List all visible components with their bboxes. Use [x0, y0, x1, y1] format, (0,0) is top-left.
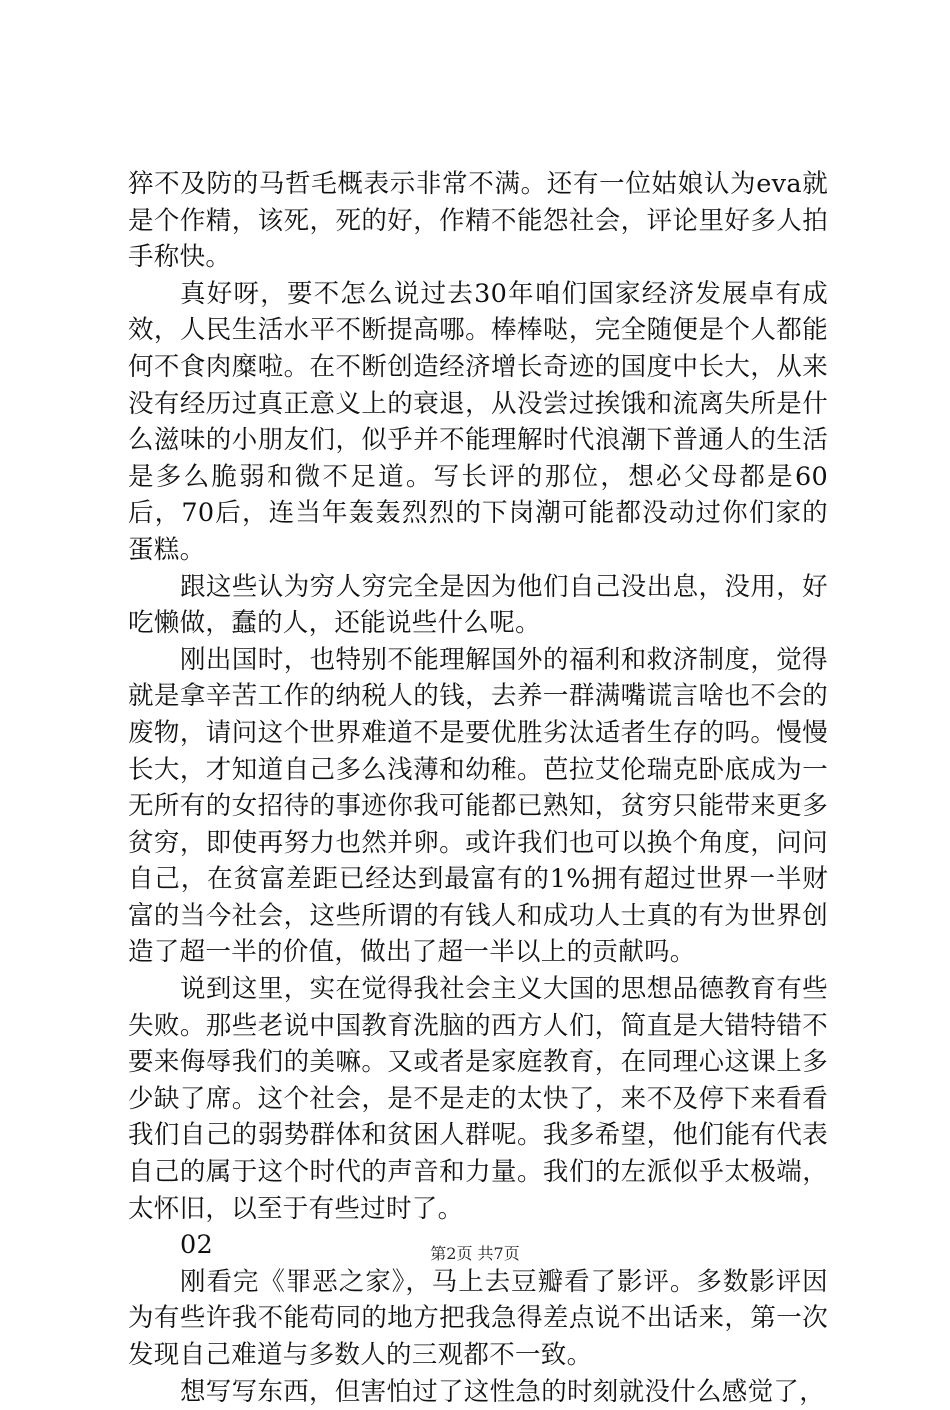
paragraph-3: 跟这些认为穷人穷完全是因为他们自己没出息，没用，好吃懒做，蠢的人，还能说些什么呢。 — [128, 571, 828, 639]
paragraph-6: 刚看完《罪恶之家》，马上去豆瓣看了影评。多数影评因为有些许我不能苟同的地方把我急得差点说不出话来，第一次发现自己难道与多数人的三观都不一致。 — [128, 1266, 828, 1370]
paragraph-4: 刚出国时，也特别不能理解国外的福利和救济制度，觉得就是拿辛苦工作的纳税人的钱，去养一群满嘴谎言啥也不会的废物，请问这个世界难道不是要优胜劣汰适者生存的吗。慢慢长大，才知道自己多么浅薄和幼稚。芭拉艾伦瑞克卧底成为一无所有的女招待的事迹你我可能都已熟知，贫穷只能带来更多贫穷，即使再努力也然并卵。或许我们也可以换个角度，问问自己，在贫富差距已经达到最富有的1%拥有超过世界一半财富的当今社会，这些所谓的有钱人和成功人士真的有为世界创造了超一半的价值，做出了超一半以上的贡献吗。 — [128, 644, 828, 968]
paragraph-5: 说到这里，实在觉得我社会主义大国的思想品德教育有些失败。那些老说中国教育洗脑的西方人们，简直是大错特错不要来侮辱我们的美嘛。又或者是家庭教育，在同理心这课上多少缺了席。这个社会，是不是走的太快了，来不及停下来看看我们自己的弱势群体和贫困人群呢。我多希望，他们能有代表自己的属于这个时代的声音和力量。我们的左派似乎太极端，太怀旧，以至于有些过时了。 — [128, 974, 828, 1224]
page-number-label: 第2页 共7页 — [430, 1244, 520, 1263]
page-footer — [0, 1244, 950, 1264]
paragraph-2: 真好呀，要不怎么说过去30年咱们国家经济发展卓有成效，人民生活水平不断提高哪。棒棒哒，完全随便是个人都能何不食肉糜啦。在不断创造经济增长奇迹的国度中长大，从来没有经历过真正意义上的衰退，从没尝过挨饿和流离失所是什么滋味的小朋友们，似乎并不能理解时代浪潮下普通人的生活是多么脆弱和微不足道。写长评的那位，想必父母都是60后，70后，连当年轰轰烈烈的下岗潮可能都没动过你们家的蛋糕。 — [128, 278, 828, 565]
section-number: 02 — [180, 1230, 214, 1261]
paragraph-1: 猝不及防的马哲毛概表示非常不满。还有一位姑娘认为eva就是个作精，该死，死的好，作精不能怨社会，评论里好多人拍手称快。 — [128, 169, 828, 273]
document-body — [128, 166, 828, 1410]
paragraph-7: 想写写东西，但害怕过了这性急的时刻就没什么感觉了， — [180, 1376, 826, 1407]
